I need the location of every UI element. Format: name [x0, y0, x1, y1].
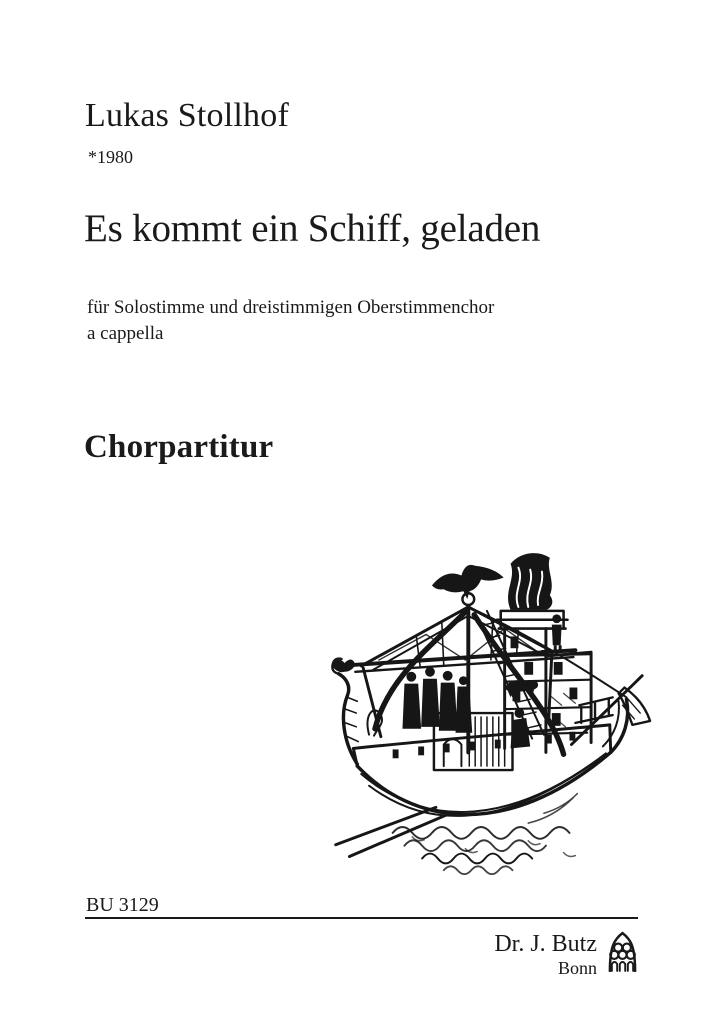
subtitle-line-2: a cappella — [87, 323, 164, 344]
footer-divider — [85, 917, 638, 919]
composer-name: Lukas Stollhof — [85, 97, 289, 134]
ship-hull — [336, 725, 611, 857]
subtitle-line-1: für Solostimme und dreistimmigen Oberstimmenchor — [87, 297, 495, 318]
publisher-text — [494, 931, 597, 978]
publisher-name: Dr. J. Butz — [494, 931, 597, 957]
catalog-number: BU 3129 — [86, 894, 159, 916]
smoke-plume-icon — [508, 553, 552, 610]
water-waves-icon — [393, 827, 576, 874]
work-subtitle — [87, 295, 494, 347]
tower-figure — [552, 614, 562, 652]
publisher-block — [494, 931, 638, 978]
publisher-city: Bonn — [557, 958, 597, 978]
eagle-weathervane-icon — [432, 565, 504, 599]
composer-birth-year: *1980 — [88, 147, 133, 167]
medieval-ship-woodcut-illustration — [318, 550, 652, 884]
work-title: Es kommt ein Schiff, geladen — [84, 207, 541, 250]
butz-gothic-arch-logo-icon — [607, 931, 638, 972]
edition-label: Chorpartitur — [84, 429, 274, 465]
